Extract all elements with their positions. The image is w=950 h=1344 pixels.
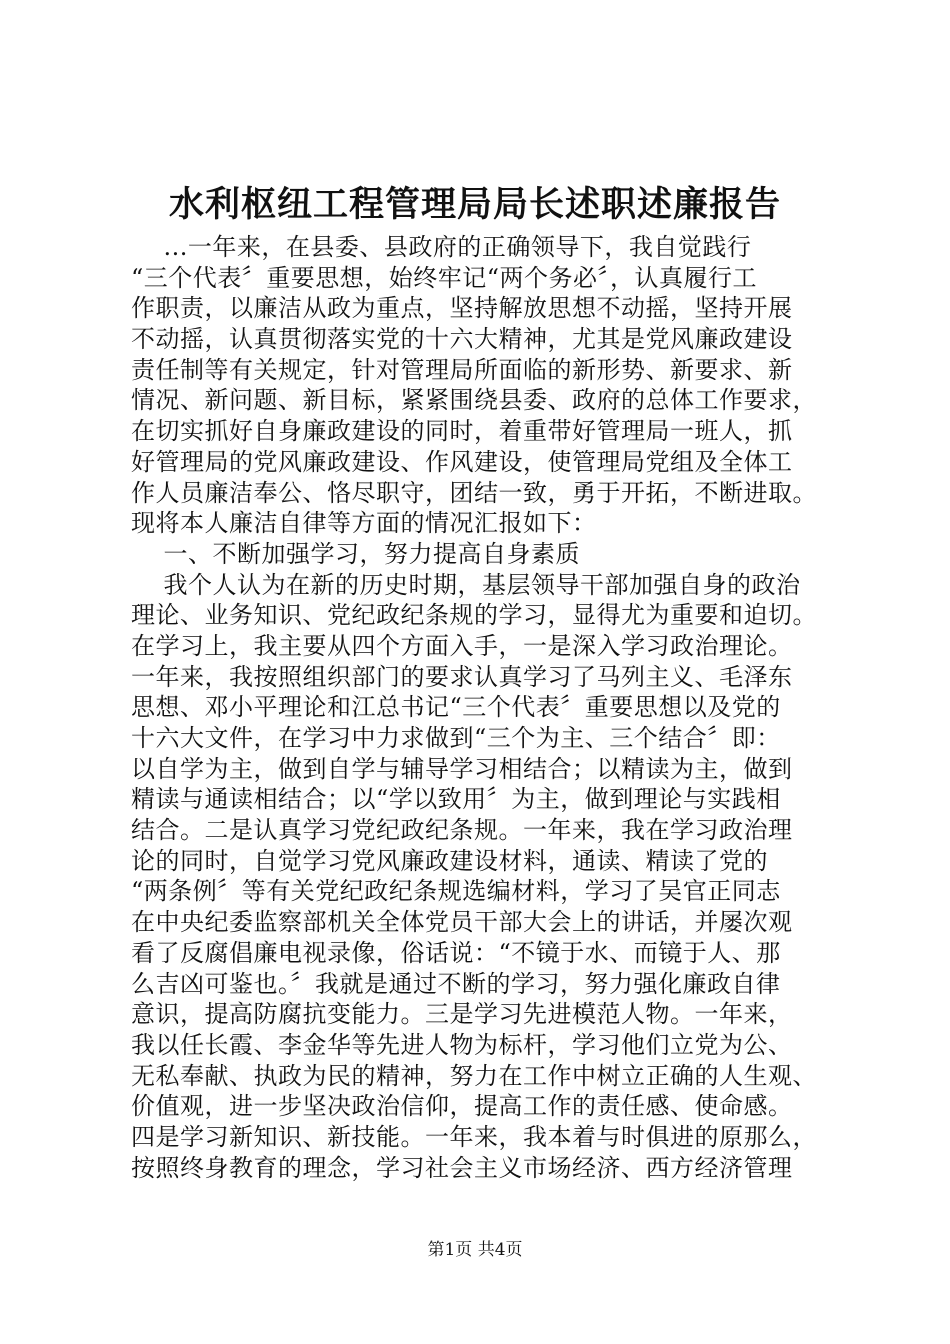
text-line: 四是学习新知识、新技能。一年来，我本着与时俱进的原那么， [131,1122,817,1151]
document-body [131,232,835,1183]
text-line: 看了反腐倡廉电视录像，俗话说：“不镜于水、而镜于人、那 [131,938,781,967]
text-line: 在学习上，我主要从四个方面入手，一是深入学习政治理论。 [131,631,793,660]
text-line: 结合。二是认真学习党纪政纪条规。一年来，我在学习政治理 [131,816,793,845]
text-line: 情况、新问题、新目标，紧紧围绕县委、政府的总体工作要求， [131,386,817,415]
text-line: 按照终身教育的理念，学习社会主义市场经济、西方经济管理 [131,1153,793,1182]
text-line: “三个代表〞重要思想，始终牢记“两个务必〞，认真履行工 [131,263,758,292]
text-line: 意识，提高防腐抗变能力。三是学习先进模范人物。一年来， [131,1000,793,1029]
text-line: ...一年来，在县委、县政府的正确领导下，我自觉践行 [131,233,752,261]
text-line: 以自学为主，做到自学与辅导学习相结合；以精读为主，做到 [131,754,793,783]
text-line: 不动摇，认真贯彻落实党的十六大精神，尤其是党风廉政建设 [131,325,793,354]
text-line: 现将本人廉洁自律等方面的情况汇报如下： [131,509,597,538]
text-line: 精读与通读相结合；以“学以致用〞为主，做到理论与实践相 [131,785,781,814]
page-footer: 第1页 共4页 [427,1240,523,1260]
text-line: 价值观，进一步坚决政治信仰，提高工作的责任感、使命感。 [131,1092,793,1121]
text-line: 我以任长霞、李金华等先进人物为标杆，学习他们立党为公、 [131,1030,793,1059]
text-line: 么吉凶可鉴也。〞我就是通过不断的学习，努力强化廉政自律 [131,969,781,998]
text-line: 作人员廉洁奉公、恪尽职守，团结一致，勇于开拓，不断进取。 [131,478,817,507]
text-line: 作职责，以廉洁从政为重点，坚持解放思想不动摇，坚持开展 [131,294,793,323]
text-line: 一年来，我按照组织部门的要求认真学习了马列主义、毛泽东 [131,662,793,691]
text-line: 论的同时，自觉学习党风廉政建设材料，通读、精读了党的 [131,846,768,875]
text-line: 无私奉献、执政为民的精神，努力在工作中树立正确的人生观、 [131,1061,817,1090]
text-line: 十六大文件，在学习中力求做到“三个为主、三个结合〞即： [131,724,781,752]
document-title: 水利枢纽工程管理局局长述职述廉报告 [168,184,781,225]
text-line: 理论、业务知识、党纪政纪条规的学习，显得尤为重要和迫切。 [131,601,817,630]
text-line: “两条例〞等有关党纪政纪条规选编材料，学习了吴官正同志 [131,877,781,906]
text-line: 在切实抓好自身廉政建设的同时，着重带好管理局一班人，抓 [131,417,793,446]
text-line: 我个人认为在新的历史时期，基层领导干部加强自身的政治 [131,570,801,599]
text-line: 责任制等有关规定，针对管理局所面临的新形势、新要求、新 [131,355,793,384]
text-line: 在中央纪委监察部机关全体党员干部大会上的讲话，并屡次观 [131,908,793,937]
section-heading: 一、不断加强学习，努力提高自身素质 [131,539,581,568]
text-line: 思想、邓小平理论和江总书记“三个代表〞重要思想以及党的 [131,693,781,722]
text-line: 好管理局的党风廉政建设、作风建设，使管理局党组及全体工 [131,447,793,476]
